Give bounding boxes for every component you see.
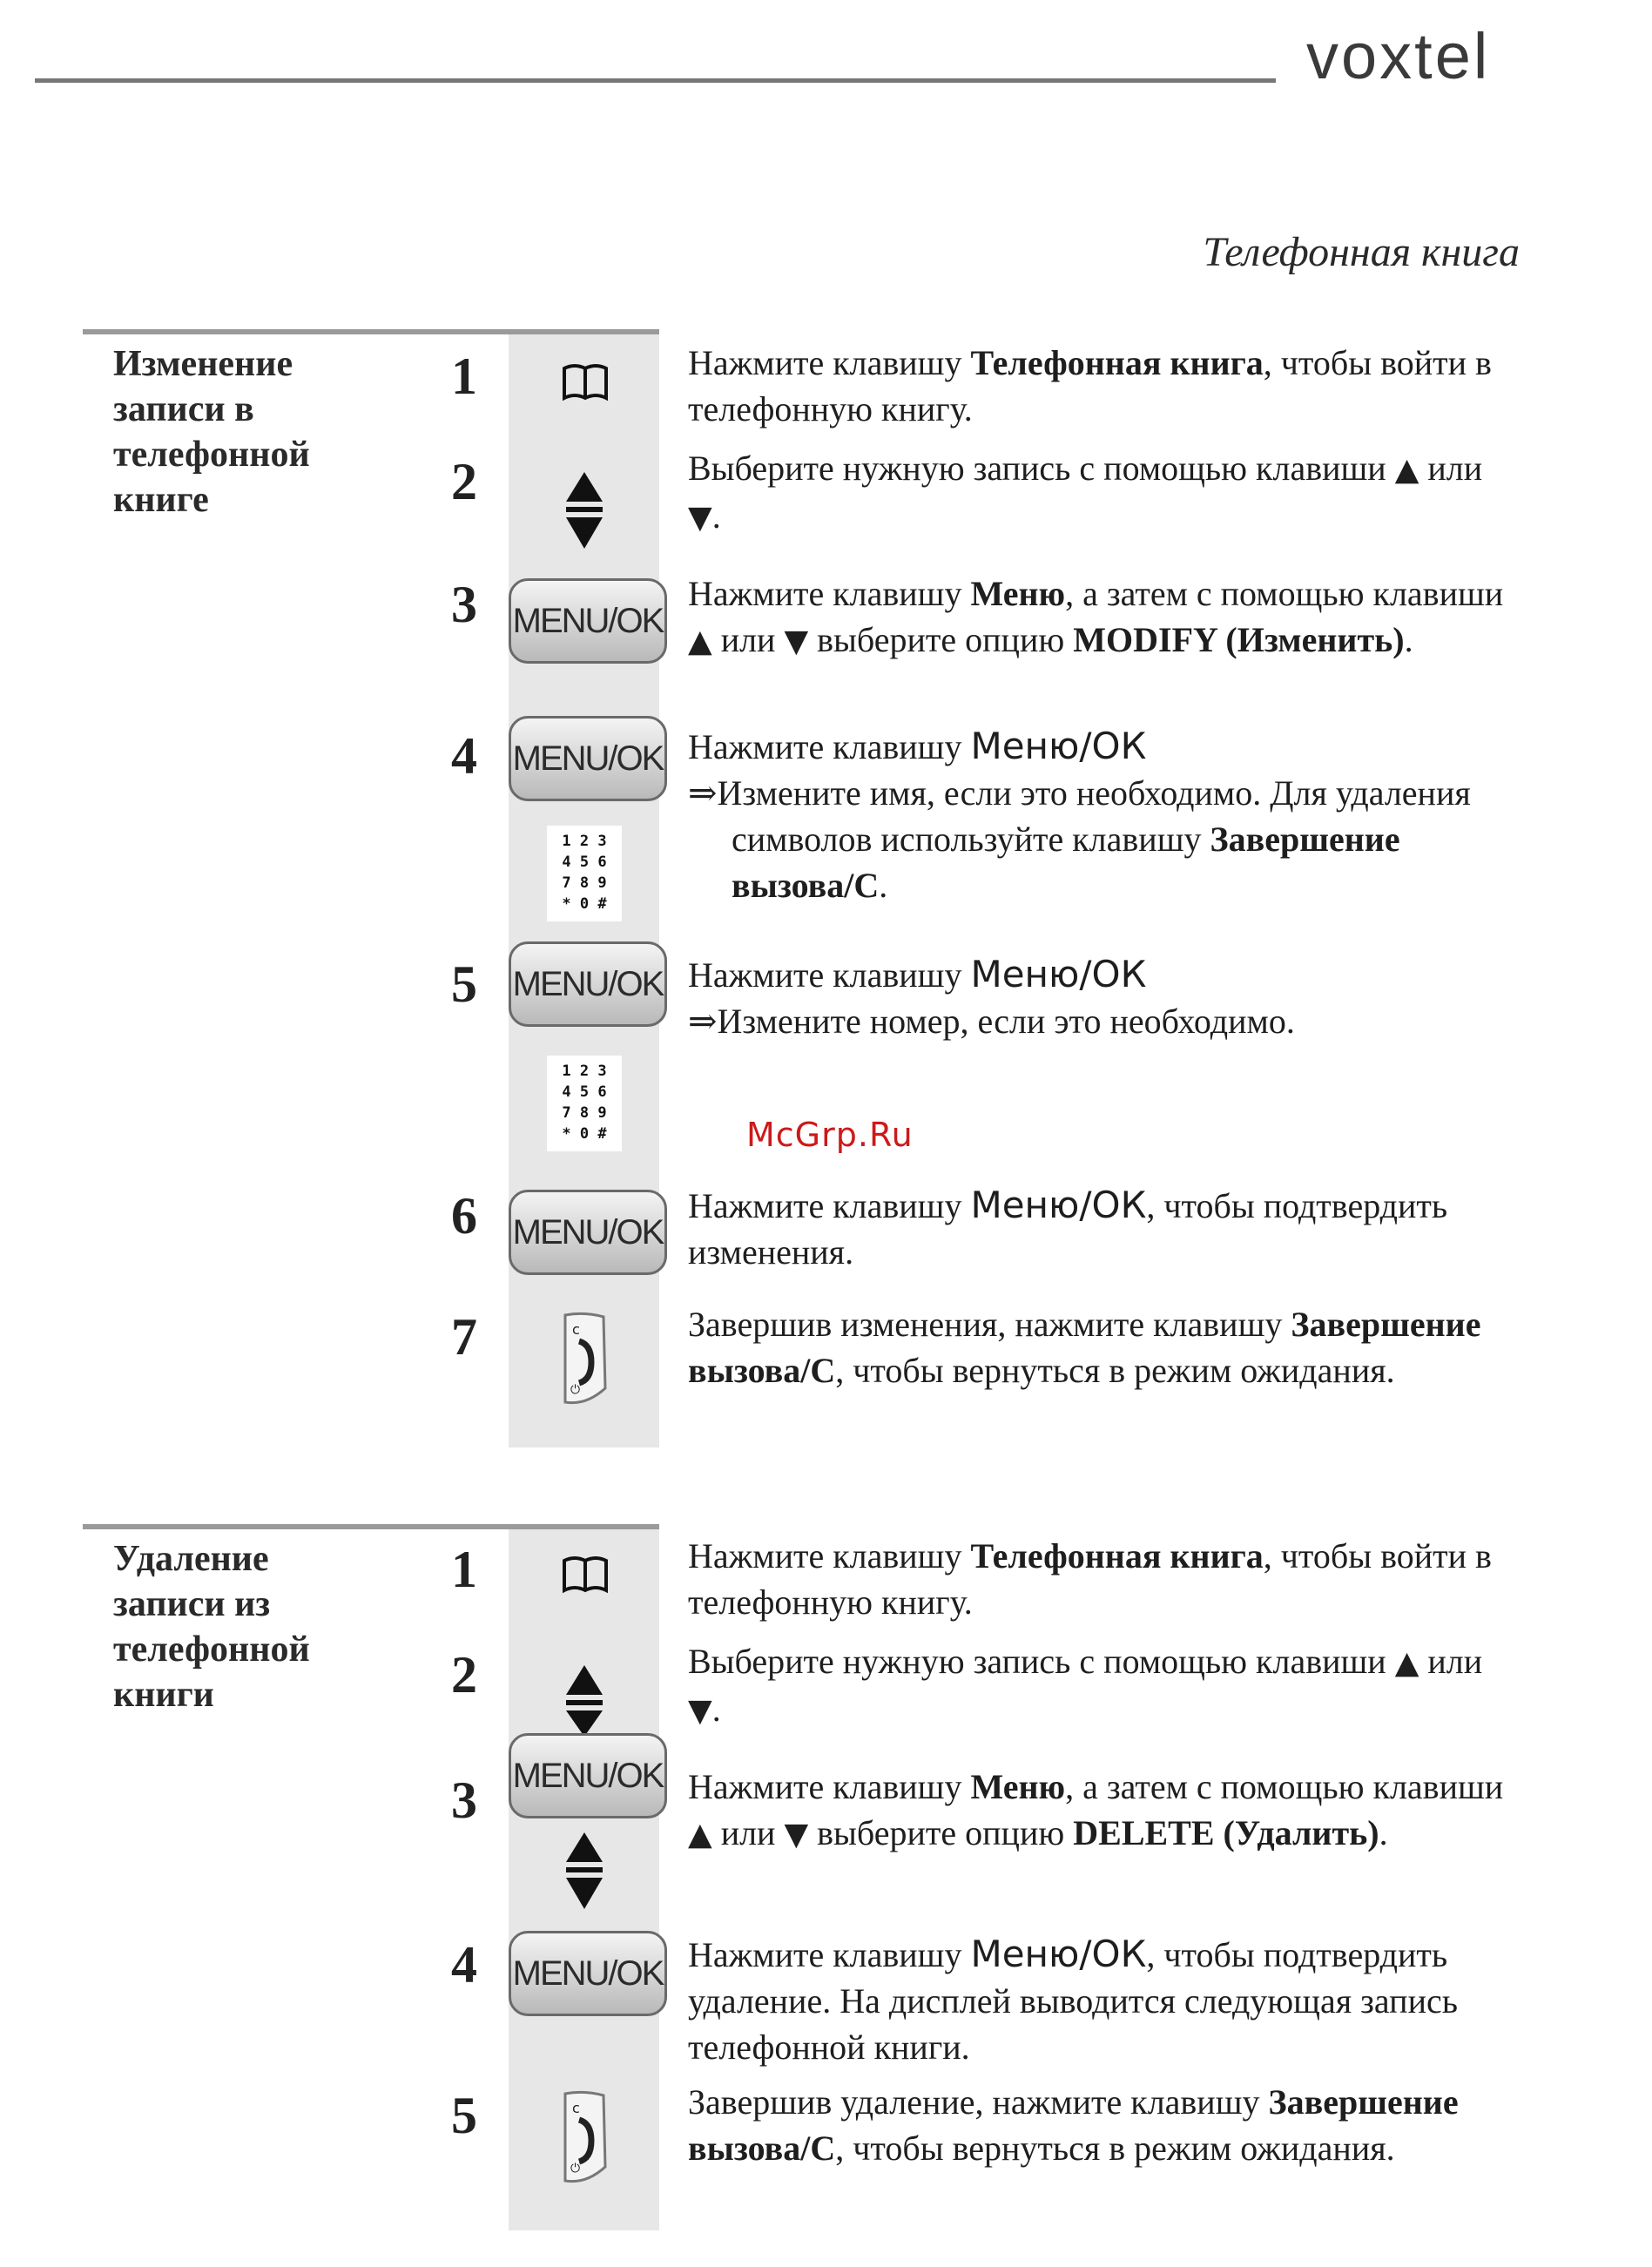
step-text: Нажмите клавишу Меню/ОК, чтобы подтвердить удаление. На дисплей выводится следующая запись телефонной книги. <box>688 1933 1458 2067</box>
edit-section-label: Изменение записи в телефонной книге <box>113 344 310 520</box>
up-down-arrows-icon <box>564 1662 604 1737</box>
svg-text:⏻: ⏻ <box>570 2162 581 2176</box>
menu-ok-key-icon: MENU/OK <box>503 712 674 808</box>
step-text: Нажмите клавишу Меню/ОК, чтобы подтвердить изменения. <box>688 1184 1448 1272</box>
step-text: Нажмите клавишу Телефонная книга, чтобы войти в телефонную книгу. <box>688 1536 1492 1622</box>
brand-logo: voxtel <box>1306 20 1491 92</box>
step-text: Нажмите клавишу Меню, а затем с помощью клавиши ▲ или ▼ выберите опцию DELETE (Удалить). <box>688 1767 1504 1852</box>
header-rule <box>35 78 1276 83</box>
up-down-arrows-icon <box>564 1829 604 1913</box>
step-number: 5 <box>451 955 477 1013</box>
keypad-icon: 1 2 3 4 5 6 7 8 9 * 0 # <box>547 1056 622 1151</box>
step-number: 7 <box>451 1308 477 1366</box>
step-number: 3 <box>451 576 477 633</box>
phonebook-icon <box>561 1555 610 1594</box>
end-call-c-key-icon <box>558 1312 610 1407</box>
svg-text:c: c <box>572 2100 580 2116</box>
step-number: 6 <box>451 1187 477 1245</box>
step-number: 4 <box>451 727 477 785</box>
step-number: 5 <box>451 2087 477 2144</box>
menu-ok-key-icon: MENU/OK <box>503 1186 674 1282</box>
section-title: Телефонная книга <box>1203 229 1520 275</box>
end-call-c-key-icon <box>558 2090 610 2186</box>
step-number: 4 <box>451 1936 477 1994</box>
watermark: McGrp.Ru <box>746 1116 914 1154</box>
menu-ok-key-icon: MENU/OK <box>503 1730 674 1825</box>
step-text: Выберите нужную запись с помощью клавиши ▲ или ▼. <box>688 449 1483 536</box>
menu-ok-key-icon: MENU/OK <box>503 938 674 1034</box>
step-text: Завершив удаление, нажмите клавишу Завершение вызова/С, чтобы вернуться в режим ожидания. <box>688 2082 1459 2168</box>
keypad-icon: 1 2 3 4 5 6 7 8 9 * 0 # <box>547 826 622 921</box>
step-text: Нажмите клавишу Меню/ОК ⇒Измените номер, если это необходимо. <box>688 953 1295 1041</box>
up-down-arrows-icon <box>564 469 604 552</box>
step-text: Нажмите клавишу Меню, а затем с помощью клавиши ▲ или ▼ выберите опцию MODIFY (Изменить). <box>688 574 1504 659</box>
svg-text:c: c <box>572 1321 580 1338</box>
phonebook-icon <box>561 363 610 401</box>
step-text: Завершив изменения, нажмите клавишу Завершение вызова/С, чтобы вернуться в режим ожидания. <box>688 1305 1481 1390</box>
delete-section-label: Удаление записи из телефонной книги <box>113 1539 310 1715</box>
step-number: 1 <box>451 347 477 405</box>
step-number: 2 <box>451 1646 477 1704</box>
step-number: 1 <box>451 1541 477 1598</box>
step-text: Нажмите клавишу Телефонная книга, чтобы войти в телефонную книгу. <box>688 343 1492 428</box>
step-text: Выберите нужную запись с помощью клавиши ▲ или ▼. <box>688 1642 1483 1729</box>
svg-text:⏻: ⏻ <box>570 1383 581 1397</box>
menu-ok-key-icon: MENU/OK <box>503 1927 674 2023</box>
step-number: 3 <box>451 1771 477 1829</box>
menu-ok-key-icon: MENU/OK <box>503 575 674 671</box>
step-text: Нажмите клавишу Меню/ОК ⇒Измените имя, если это необходимо. Для удаления символов используйте клавишу Завершение вызова/С. <box>688 725 1471 905</box>
step-number: 2 <box>451 453 477 510</box>
